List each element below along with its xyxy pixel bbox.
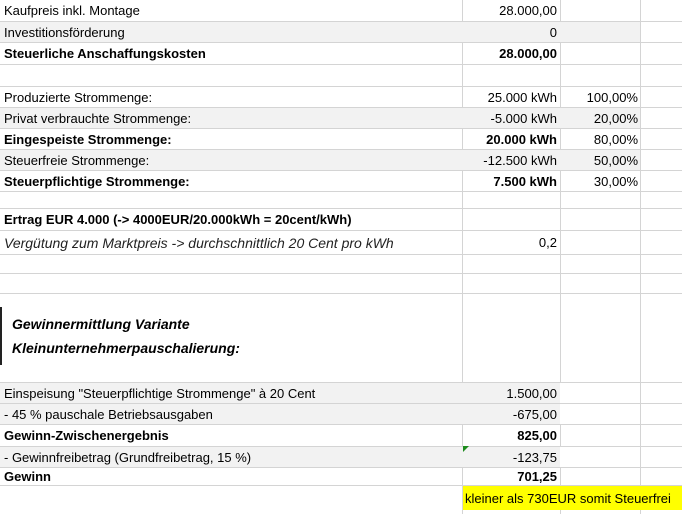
cell-label[interactable]: Gewinn-Zwischenergebnis [4,428,169,443]
cell-label[interactable]: Steuerfreie Strommenge: [0,150,462,170]
cell-label[interactable]: Vergütung zum Marktpreis -> durchschnittlich 20 Cent pro kWh [4,234,394,251]
cell-value[interactable]: 25.000 kWh [487,89,557,105]
cell-value[interactable]: -5.000 kWh [462,108,560,128]
cell-value[interactable]: 20.000 kWh [486,131,557,147]
table-row [0,209,682,231]
cell-value[interactable]: 1.500,00 [462,383,560,403]
cell-value[interactable]: 7.500 kWh [493,173,557,189]
table-row [0,43,682,65]
cell-empty[interactable] [462,209,560,230]
cell-value[interactable]: 0 [462,22,560,42]
cell-value[interactable]: 28.000,00 [499,46,557,61]
cell-label[interactable]: Steuerpflichtige Strommenge: [4,173,190,189]
table-row [0,425,682,447]
highlighted-note-cell[interactable]: kleiner als 730EUR somit Steuerfrei [463,486,682,510]
table-row-merged [0,294,682,365]
table-row [0,468,682,486]
cell-empty[interactable] [560,22,640,42]
cell-value[interactable]: -123,75 [462,447,560,467]
cell-label[interactable]: - Gewinnfreibetrag (Grundfreibetrag, 15 %) [0,447,462,467]
table-row-empty [0,65,682,87]
cell-label[interactable]: Investitionsförderung [0,22,462,42]
table-row [0,22,682,43]
cell-label[interactable]: Privat verbrauchte Strommenge: [0,108,462,128]
cell-label[interactable]: - 45 % pauschale Betriebsausgaben [0,404,462,424]
cell-label[interactable]: Eingespeiste Strommenge: [4,131,172,147]
cell-percent[interactable]: 100,00% [586,89,638,105]
cell-label[interactable]: Steuerliche Anschaffungskosten [4,46,206,61]
cell-label[interactable]: Ertrag EUR 4.000 (-> 4000EUR/20.000kWh = 20cent/kWh) [4,212,352,227]
table-row-empty [0,274,682,294]
table-row-empty [0,365,682,383]
cell-empty[interactable] [560,43,640,64]
cell-empty[interactable] [560,383,640,403]
cell-percent[interactable]: 80,00% [593,131,638,147]
cell-value[interactable]: 28.000,00 [499,3,557,18]
cell-label[interactable]: Gewinn [4,469,51,484]
cell-percent[interactable]: 50,00% [560,150,640,170]
cell-label[interactable]: Kaufpreis inkl. Montage [4,3,140,18]
cell-empty[interactable] [560,468,640,485]
table-row [0,231,682,255]
table-row [0,383,682,404]
section-heading[interactable]: Kleinunternehmerpauschalierung: [12,340,240,356]
cell-value[interactable]: 0,2 [538,235,557,250]
table-row [0,404,682,425]
cell-value[interactable]: 701,25 [517,469,557,484]
cell-value[interactable]: -675,00 [462,404,560,424]
cell-empty[interactable] [560,209,640,230]
cell-label[interactable]: Produzierte Strommenge: [4,89,153,105]
cell-percent[interactable]: 20,00% [560,108,640,128]
section-heading[interactable]: Gewinnermittlung Variante [12,316,190,332]
cell-empty[interactable] [560,0,640,21]
cell-empty[interactable] [560,447,640,467]
table-row [0,171,682,192]
table-row [0,150,682,171]
cell-value[interactable]: -12.500 kWh [462,150,560,170]
cell-empty[interactable] [560,231,640,254]
table-row [0,447,682,468]
cell-value[interactable]: 825,00 [517,428,557,443]
cell-label[interactable]: Einspeisung "Steuerpflichtige Strommenge" à 20 Cent [0,383,462,403]
table-row [0,87,682,108]
cell-empty[interactable] [560,425,640,446]
cell-empty[interactable] [560,404,640,424]
cell-percent[interactable]: 30,00% [593,173,638,189]
table-row [0,129,682,150]
table-row [0,108,682,129]
table-row-empty [0,255,682,274]
table-row [0,0,682,22]
table-row-empty [0,192,682,209]
error-indicator-icon[interactable] [463,446,469,452]
